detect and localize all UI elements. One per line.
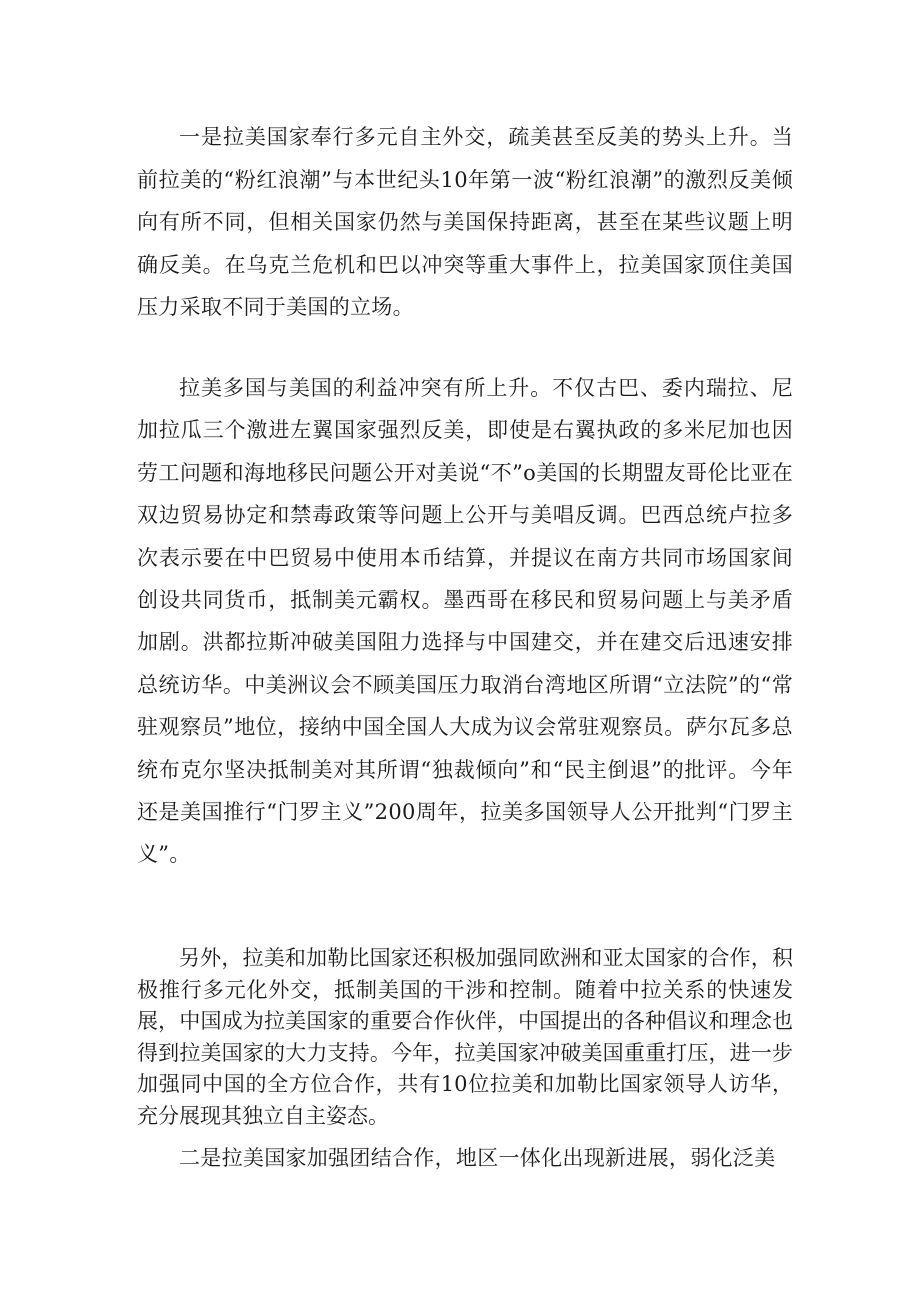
paragraph-1: 一是拉美国家奉行多元自主外交，疏美甚至反美的势头上升。当前拉美的“粉红浪潮”与本世纪头10年第一波“粉红浪潮”的激烈反美倾向有所不同，但相关国家仍然与美国保持距离，甚至在某些议题上明确反美。在乌克兰危机和巴以冲突等重大事件上，拉美国家顶住美国压力采取不同于美国的立场。 xyxy=(137,125,793,320)
paragraph-2: 拉美多国与美国的利益冲突有所上升。不仅古巴、委内瑞拉、尼加拉瓜三个激进左翼国家强烈反美，即使是右翼执政的多米尼加也因劳工问题和海地移民问题公开对美说“不”o美国的长期盟友哥伦比亚在双边贸易协定和禁毒政策等问题上公开与美唱反调。巴西总统卢拉多次表示要在中巴贸易中使用本币结算，并提议在南方共同市场国家间创设共同货币，抵制美元霸权。墨西哥在移民和贸易问题上与美矛盾加剧。洪都拉斯冲破美国阻力选择与中国建交，并在建交后迅速安排总统访华。中美洲议会不顾美国压力取消台湾地区所谓“立法院”的“常驻观察员”地位，接纳中国全国人大成为议会常驻观察员。萨尔瓦多总统布克尔坚决抵制美对其所谓“独裁倾向”和“民主倒退”的批评。今年还是美国推行“门罗主义”200周年，拉美多国领导人公开批判“门罗主义”。 xyxy=(137,376,793,867)
paragraph-3: 另外，拉美和加勒比国家还积极加强同欧洲和亚太国家的合作，积极推行多元化外交，抵制美国的干涉和控制。随着中拉关系的快速发展，中国成为拉美国家的重要合作伙伴，中国提出的各种倡议和理念也得到拉美国家的大力支持。今年，拉美国家冲破美国重重打压，进一步加强同中国的全方位合作，共有10位拉美和加勒比国家领导人访华，充分展现其独立自主姿态。 xyxy=(137,946,793,1128)
paragraph-4: 二是拉美国家加强团结合作，地区一体化出现新进展，弱化泛美 xyxy=(179,1146,776,1170)
